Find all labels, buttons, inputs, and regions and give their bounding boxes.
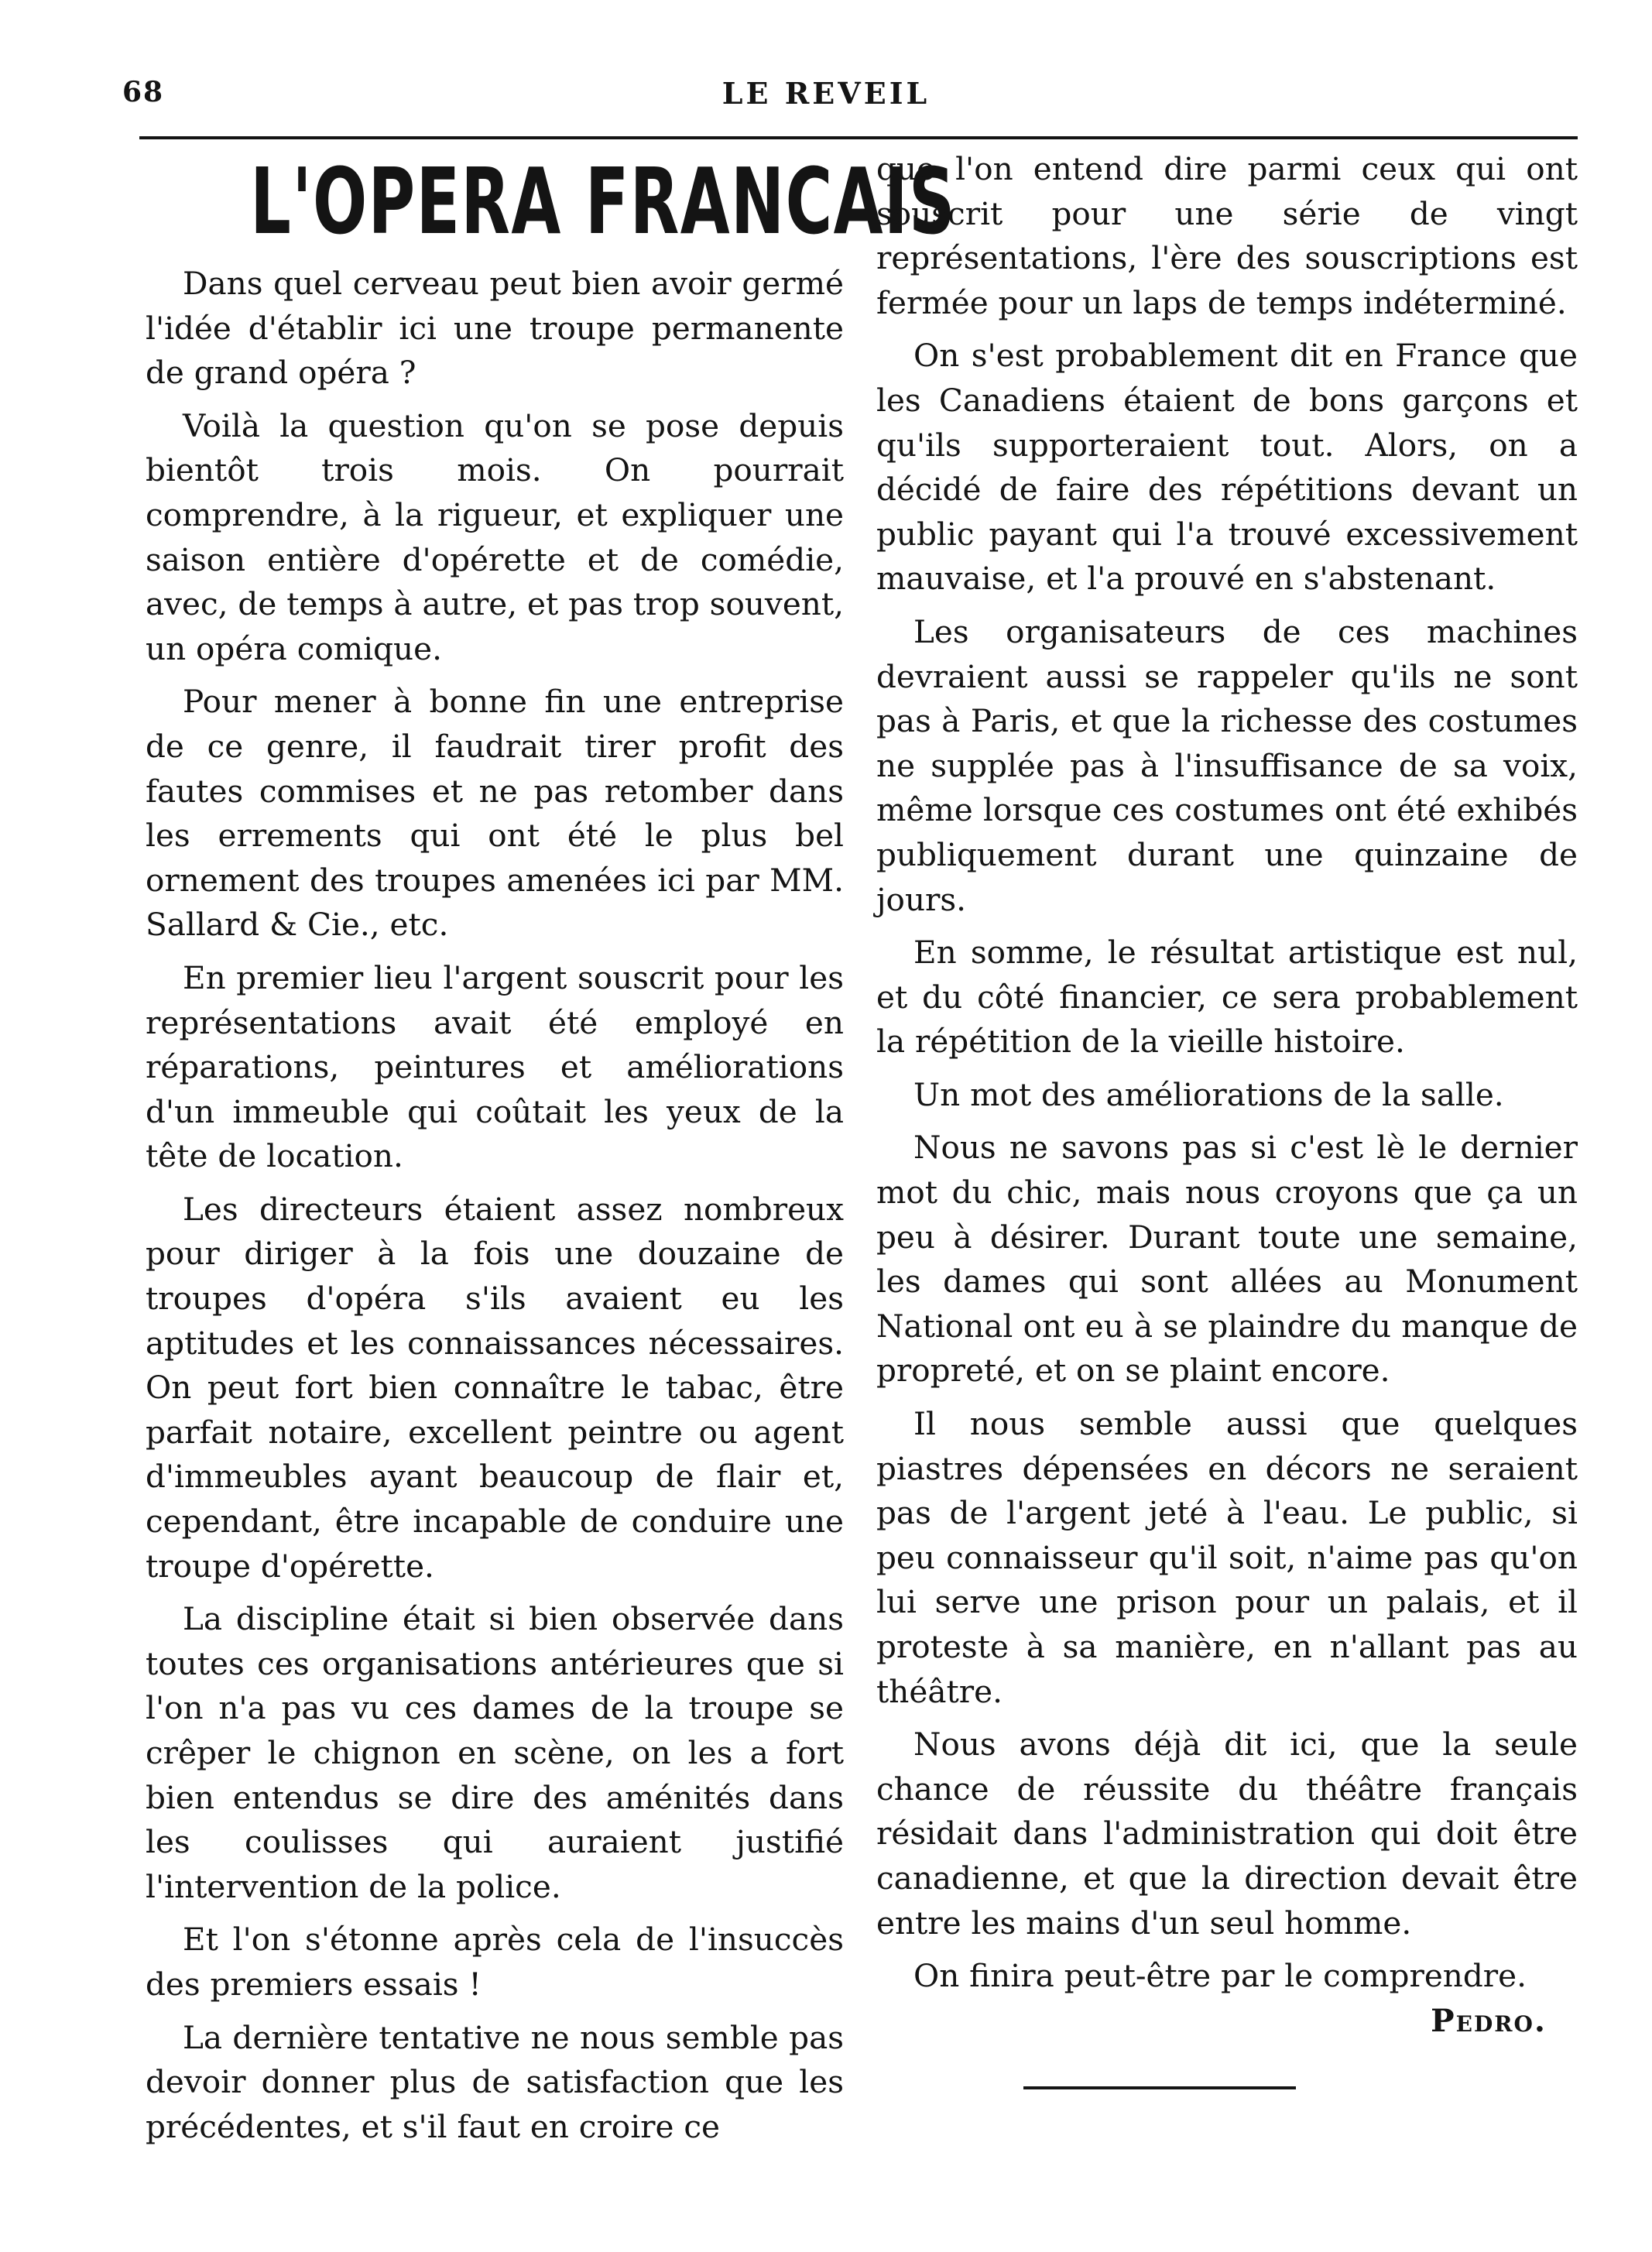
paragraph: Les directeurs étaient assez nombreux pour diriger à la fois une douzaine de troupes d'opéra s'ils avaient eu les aptitudes et les connaissances nécessaires. On peut fort bien connaître le tabac, être parfait notaire, excellent peintre ou agent d'immeubles ayant beaucoup de flair et, cependant, être incapable de conduire une troupe d'opérette. (146, 1190, 844, 1585)
paragraph: En somme, le résultat artistique est nul, et du côté financier, ce sera probablement la répétition de la vieille histoire. (876, 934, 1578, 1061)
paragraph: que l'on entend dire parmi ceux qui ont souscrit pour une série de vingt représentations, l'ère des souscriptions est fermée pour un laps de temps indéterminé. (876, 150, 1578, 321)
paragraph: On finira peut-être par le comprendre. (913, 1957, 1527, 1995)
left-column (146, 147, 956, 2158)
paragraph: Les organisateurs de ces machines devraient aussi se rappeler qu'ils ne sont pas à Paris, et que la richesse des costumes ne supplée pas à l'insuffisance de sa voix, même lorsque ces costumes ont été exhibés publiquement durant une quinzaine de jours. (876, 612, 1578, 918)
page-number: 68 (122, 76, 165, 108)
running-title: LE REVEIL (721, 76, 931, 111)
header-rule (139, 136, 1578, 139)
paragraph: Voilà la question qu'on se pose depuis bientôt trois mois. On pourrait comprendre, à la rigueur, et expliquer une saison entière d'opérette et de comédie, avec, de temps à autre, et pas trop souvent, un opéra comique. (146, 406, 845, 667)
paragraph: Pour mener à bonne fin une entreprise de ce genre, il faudrait tirer profit des fautes commises et ne pas retomber dans les errements qui ont été le plus bel ornement des troupes amenées ici par MM. Sallard & Cie., etc. (146, 683, 844, 944)
paragraph: La dernière tentative ne nous semble pas devoir donner plus de satisfaction que les précédentes, et s'il faut en croire ce (146, 2018, 844, 2145)
paragraph: Il nous semble aussi que quelques piastres dépensées en décors ne seraient pas de l'argent jeté à l'eau. Le public, si peu connaisseur qu'il soit, n'aime pas qu'on lui serve une prison pour un palais, et il proteste à sa manière, en n'allant pas au théâtre. (876, 1405, 1578, 1710)
paragraph: Nous avons déjà dit ici, que la seule chance de réussite du théâtre français résidait dans l'administration qui doit être canadienne, et que la direction devait être entre les mains d'un seul homme. (876, 1726, 1578, 1942)
paragraph: Un mot des améliorations de la salle. (913, 1075, 1504, 1113)
article-title: L'OPERA FRANCAIS (250, 148, 956, 255)
paragraph: La discipline était si bien observée dans toutes ces organisations antérieures que si l'on n'a pas vu ces dames de la troupe se crêper le chignon en scène, on les a fort bien entendus se dire des aménités dans les coulisses qui auraient justifié l'intervention de la police. (146, 1600, 844, 1905)
paragraph: On s'est probablement dit en France que les Canadiens étaient de bons garçons et qu'ils supporteraient tout. Alors, on a décidé de faire des répétitions devant un public payant qui l'a trouvé excessivement mauvaise, et l'a prouvé en s'abstenant. (876, 337, 1578, 598)
paragraph: En premier lieu l'argent souscrit pour les représentations avait été employé en réparations, peintures et améliorations d'un immeuble qui coûtait les yeux de la tête de location. (146, 958, 844, 1175)
paragraph: Dans quel cerveau peut bien avoir germé l'idée d'établir ici une troupe permanente de grand opéra ? (146, 265, 844, 392)
paragraph: Nous ne savons pas si c'est lè le dernier mot du chic, mais nous croyons que ça un peu à désirer. Durant toute une semaine, les dames qui sont allées au Monument National ont eu à se plaindre du manque de propreté, et on se plaint encore. (876, 1129, 1578, 1390)
paragraph: Et l'on s'étonne après cela de l'insuccès des premiers essais ! (146, 1921, 844, 2003)
right-column (876, 147, 1578, 2089)
end-rule (1023, 2086, 1296, 2089)
author-signature: Pedro. (1431, 2001, 1547, 2039)
